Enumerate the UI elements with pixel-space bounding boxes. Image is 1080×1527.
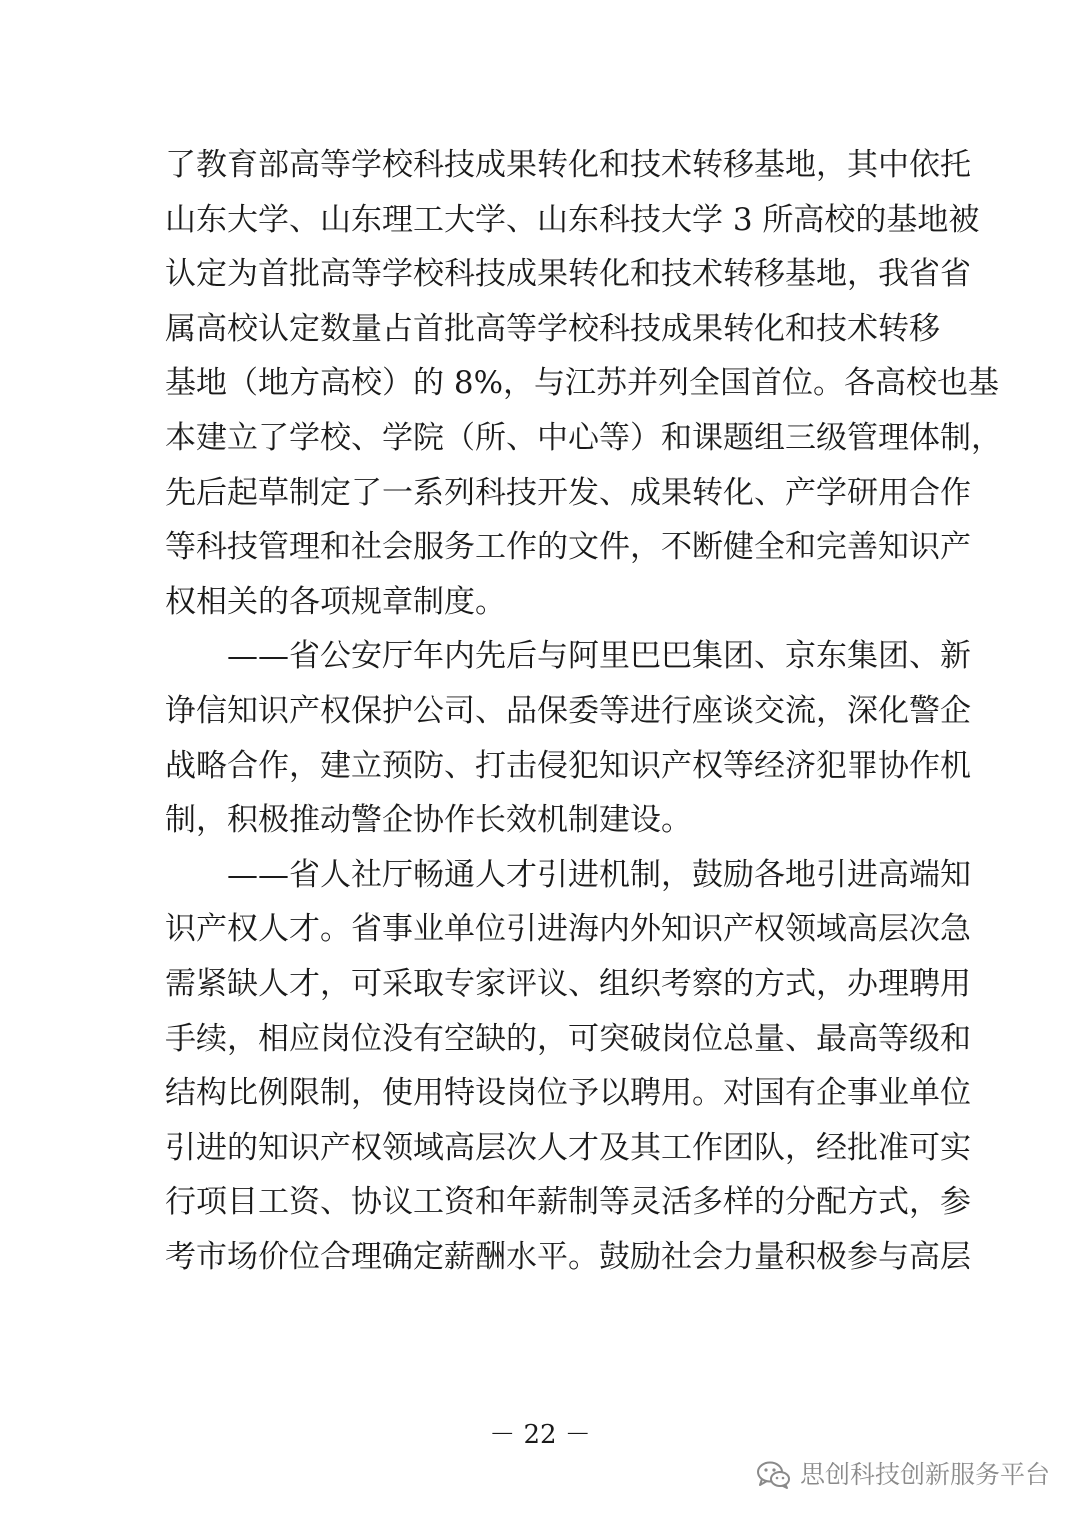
text-line: 了教育部高等学校科技成果转化和技术转移基地，其中依托	[165, 147, 971, 183]
text-line: 战略合作，建立预防、打击侵犯知识产权等经济犯罪协作机	[165, 747, 971, 784]
text-line: 结构比例限制，使用特设岗位予以聘用。对国有企事业单位	[165, 1075, 971, 1112]
text-line: 需紧缺人才，可采取专家评议、组织考察的方式，办理聘用	[165, 965, 971, 1002]
page-number: － 22 －	[489, 1420, 591, 1450]
text-line: 引进的知识产权领域高层次人才及其工作团队，经批准可实	[165, 1129, 971, 1166]
text-line: ——省公安厅年内先后与阿里巴巴集团、京东集团、新	[165, 638, 971, 675]
text-line: 基地（地方高校）的 8%，与江苏并列全国首位。各高校也基	[165, 365, 1000, 402]
text-line: 制，积极推动警企协作长效机制建设。	[165, 802, 692, 839]
text-line: 手续，相应岗位没有空缺的，可突破岗位总量、最高等级和	[165, 1020, 971, 1057]
text-line: 行项目工资、协议工资和年薪制等灵活多样的分配方式，参	[165, 1184, 971, 1221]
text-line: ——省人社厅畅通人才引进机制，鼓励各地引进高端知	[165, 856, 971, 893]
text-line: 山东大学、山东理工大学、山东科技大学 3 所高校的基地被	[165, 201, 980, 238]
text-line: 本建立了学校、学院（所、中心等）和课题组三级管理体制，	[165, 419, 1002, 456]
body-text	[165, 138, 1002, 1284]
text-line: 等科技管理和社会服务工作的文件，不断健全和完善知识产	[165, 529, 971, 566]
text-line: 考市场价位合理确定薪酬水平。鼓励社会力量积极参与高层	[165, 1238, 971, 1275]
text-line: 权相关的各项规章制度。	[165, 583, 506, 620]
text-line: 属高校认定数量占首批高等学校科技成果转化和技术转移	[165, 310, 940, 347]
text-line: 认定为首批高等学校科技成果转化和技术转移基地，我省省	[165, 256, 971, 293]
wechat-icon	[756, 1460, 792, 1490]
text-line: 识产权人才。省事业单位引进海内外知识产权领域高层次急	[165, 911, 971, 948]
watermark-text: 思创科技创新服务平台	[799, 1460, 1050, 1489]
text-line: 先后起草制定了一系列科技开发、成果转化、产学研用合作	[165, 474, 971, 511]
text-line: 诤信知识产权保护公司、品保委等进行座谈交流，深化警企	[165, 692, 971, 729]
wechat-watermark	[756, 1458, 1050, 1492]
